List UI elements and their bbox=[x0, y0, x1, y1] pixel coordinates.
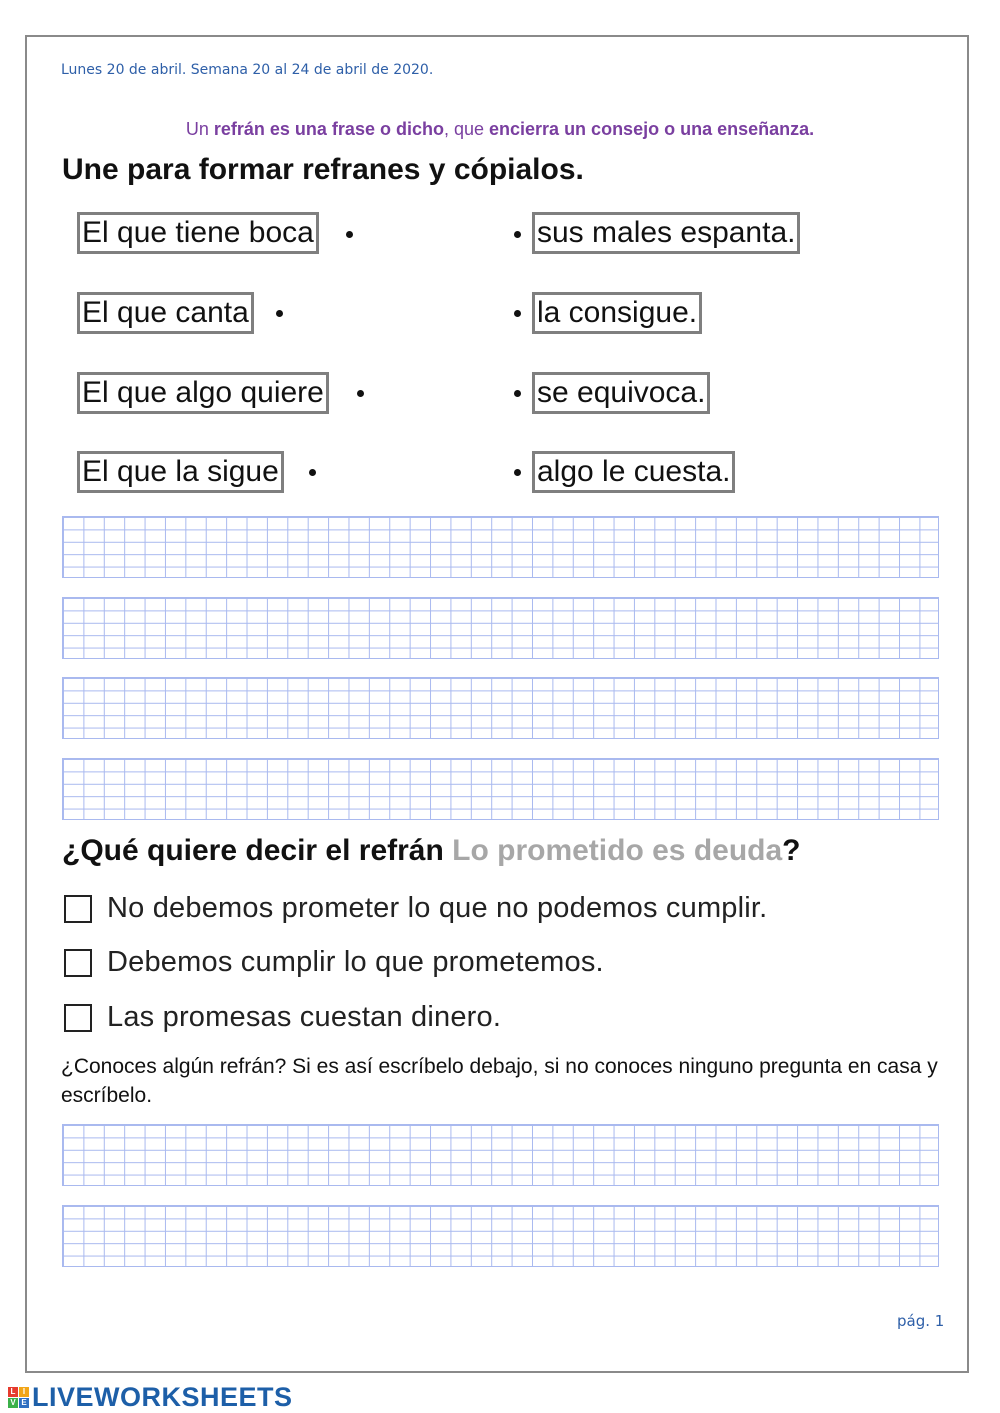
liveworksheets-logo bbox=[8, 1382, 293, 1413]
question-start: ¿Qué quiere decir el refrán bbox=[62, 834, 453, 867]
exercise-1-title: Une para formar refranes y cópialos. bbox=[62, 153, 584, 186]
right-dot-2[interactable] bbox=[514, 310, 521, 317]
definition-part-4: encierra un consejo o una enseñanza. bbox=[489, 119, 815, 139]
left-phrase-3[interactable]: El que algo quiere bbox=[77, 372, 329, 414]
right-phrase-1[interactable]: sus males espanta. bbox=[532, 212, 800, 254]
right-phrase-3[interactable]: se equivoca. bbox=[532, 372, 710, 414]
option-row-2 bbox=[64, 946, 604, 979]
writing-grid-5[interactable] bbox=[62, 1124, 939, 1186]
brand-icon-tile-2: I bbox=[19, 1387, 29, 1397]
left-phrase-4[interactable]: El que la sigue bbox=[77, 451, 284, 493]
exercise-3-prompt: ¿Conoces algún refrán? Si es así escríbelo debajo, si no conoces ninguno pregunta en casa y escríbelo. bbox=[61, 1055, 938, 1107]
option-checkbox-3[interactable] bbox=[64, 1004, 92, 1032]
brand-icon-tile-3: V bbox=[8, 1398, 18, 1408]
question-end: ? bbox=[782, 834, 801, 867]
left-dot-4[interactable] bbox=[309, 469, 316, 476]
option-checkbox-1[interactable] bbox=[64, 895, 92, 923]
question-refran: Lo prometido es deuda bbox=[452, 834, 783, 867]
option-label-1: No debemos prometer lo que no podemos cumplir. bbox=[107, 892, 768, 924]
brand-icon-tile-4: E bbox=[19, 1398, 29, 1408]
option-label-2: Debemos cumplir lo que prometemos. bbox=[107, 946, 604, 978]
writing-grid-1[interactable] bbox=[62, 516, 939, 578]
right-dot-4[interactable] bbox=[514, 469, 521, 476]
definition-part-2: refrán es una frase o dicho bbox=[213, 119, 444, 139]
brand-icon-tile-1: L bbox=[8, 1387, 18, 1397]
page-number: pág. 1 bbox=[897, 1312, 945, 1330]
left-dot-1[interactable] bbox=[346, 231, 353, 238]
date-line: Lunes 20 de abril. Semana 20 al 24 de abril de 2020. bbox=[61, 62, 434, 78]
brand-name: LIVEWORKSHEETS bbox=[32, 1382, 293, 1412]
right-phrase-4[interactable]: algo le cuesta. bbox=[532, 451, 735, 493]
left-dot-2[interactable] bbox=[276, 310, 283, 317]
definition-part-3: , que bbox=[443, 119, 490, 139]
exercise-2-question bbox=[62, 834, 801, 868]
right-dot-3[interactable] bbox=[514, 390, 521, 397]
definition-part-1: Un bbox=[185, 119, 214, 139]
liveworksheets-icon bbox=[8, 1387, 29, 1408]
writing-grid-3[interactable] bbox=[62, 677, 939, 739]
option-row-1 bbox=[64, 892, 767, 925]
left-phrase-1[interactable]: El que tiene boca bbox=[77, 212, 319, 254]
definition-text bbox=[0, 119, 1000, 140]
left-phrase-2[interactable]: El que canta bbox=[77, 292, 254, 334]
option-row-3 bbox=[64, 1001, 501, 1034]
writing-grid-2[interactable] bbox=[62, 597, 939, 659]
right-phrase-2[interactable]: la consigue. bbox=[532, 292, 702, 334]
option-checkbox-2[interactable] bbox=[64, 949, 92, 977]
writing-grid-4[interactable] bbox=[62, 758, 939, 820]
writing-grid-6[interactable] bbox=[62, 1205, 939, 1267]
right-dot-1[interactable] bbox=[514, 231, 521, 238]
left-dot-3[interactable] bbox=[357, 390, 364, 397]
option-label-3: Las promesas cuestan dinero. bbox=[107, 1001, 502, 1033]
